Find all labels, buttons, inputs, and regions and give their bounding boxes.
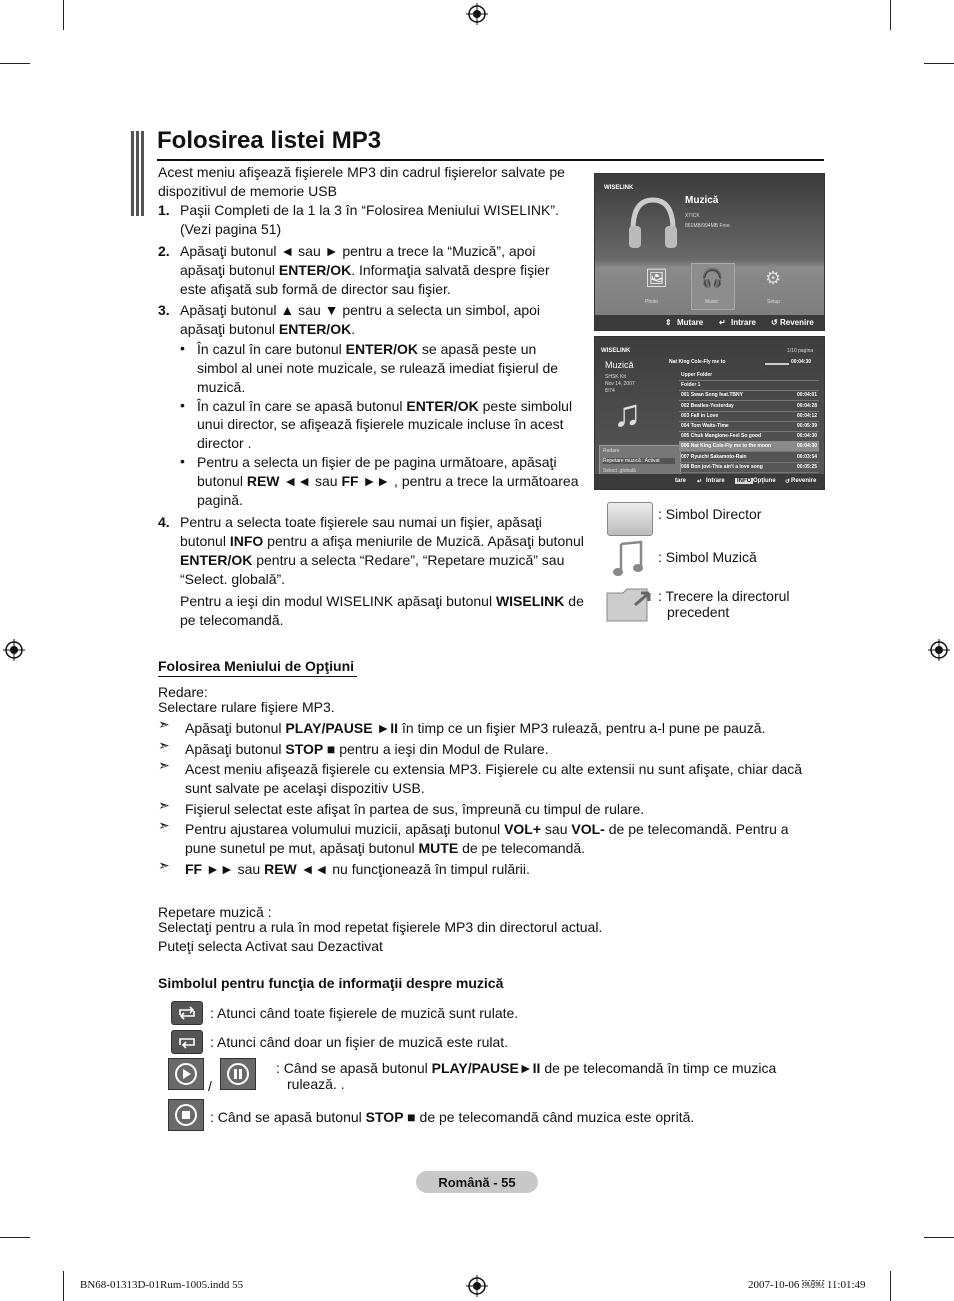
note-text: Apăsaţi butonul STOP ■ pentru a ieşi din Modul de Rulare. [185,741,549,757]
enter-icon: ↵ [719,318,726,327]
stop-icon [168,1099,204,1131]
step-text: Paşii Completi de la 1 la 3 în “Folosirea Meniului WISELINK”. [180,202,559,218]
bar-move: Mutare [677,318,704,327]
headphones-small-icon: 🎧 [701,268,724,288]
step-text: Apăsaţi butonul ▲ sau ▼ pentru a selecta un simbol, apoi [180,302,541,318]
note-arrow-icon: ➣ [158,716,170,732]
crop-mark [0,63,30,64]
option-menu-item[interactable]: Select. globală [603,468,636,474]
wiselink-logo: WISELINK [601,348,631,354]
registration-mark-icon [928,639,950,661]
step-number: 4. [158,514,170,530]
setup-icon[interactable]: ⚙ [765,268,782,288]
step-number: 3. [158,302,170,318]
device-name: XTICK [685,213,700,219]
section-title: Folosirea Meniului de Opţiuni [158,658,355,674]
step-text: Apăsaţi butonul ◄ sau ► pentru a trece la “Muzică”, apoi [180,243,536,259]
note-arrow-icon: ➣ [158,757,170,773]
now-playing: Nat King Cole-Fly me to [669,359,726,365]
bar-option: Opţiune [753,478,776,484]
wiselink-logo: WISELINK [604,185,634,191]
row-name: 007 Ryuichi Sakamoto-Rain [681,453,747,460]
bar-enter: Intrare [706,478,725,484]
option-menu-item[interactable]: Redare [603,448,620,454]
bar-enter: Intrare [731,318,756,327]
bullet-text: pagină. [197,492,243,508]
note-text: pune sunetul pe mut, apăsaţi butonul MUTE de pe telecomandă. [185,840,586,856]
info-play: : Când se apasă butonul PLAY/PAUSE►II de pe telecomandă în timp ce muzica [276,1060,777,1076]
now-playing-time: 00:04:30 [791,359,812,365]
previous-folder-icon [605,583,657,623]
bullet-text: butonul REW ◄◄ sau FF ►► , pentru a trece la următoarea [197,473,579,489]
bullet-text: În cazul în care se apasă butonul ENTER/OK peste simbolul [197,398,573,414]
note-text: Apăsaţi butonul PLAY/PAUSE ►II în timp ce un fişier MP3 rulează, pentru a-l pune pe pauză. [185,720,766,736]
meta-line: SHSK Kit [605,374,626,380]
photo-icon[interactable]: 🖼 [645,268,668,288]
repeat-desc: Selectaţi pentru a rula în mod repetat fişierele MP3 din directorul actual. [158,919,603,935]
step-text: apăsaţi butonul ENTER/OK. [180,321,356,337]
wiselink-main-screen [594,173,825,331]
symbol-previous-label: precedent [667,604,730,620]
row-name: 006 Nat King Cole-Fly me to the moon [681,443,772,450]
section-title: Simbolul pentru funcţia de informaţii despre muzică [158,975,504,991]
crop-mark [924,63,954,64]
row-time: 00:03:54 [796,453,817,460]
step-number: 2. [158,243,170,259]
crop-mark [63,0,64,30]
row-time: 00:04:30 [796,433,817,440]
repeat-all-icon [171,1001,203,1025]
step-text: ENTER/OK pentru a selecta “Redare”, “Repetare muzică” sau [180,552,565,568]
screen-heading: Muzică [605,360,634,370]
crop-mark [890,0,891,30]
note-arrow-icon: ➣ [158,817,170,833]
play-icon [168,1058,204,1090]
crop-mark [924,1237,954,1238]
note-arrow-icon: ➣ [158,857,170,873]
info-repeat-one: : Atunci când doar un fişier de muzică este rulat. [210,1034,509,1050]
row-time: 00:04:30 [796,443,817,450]
meta-line: Nov 14, 2007 [605,381,635,387]
row-name: Upper Folder [681,372,713,378]
note-text: Acest meniu afişează fişierele cu extensia MP3. Fişierele cu alte extensii nu sunt afişate, chiar dacă [185,761,803,777]
registration-mark-icon [466,1275,488,1297]
table-row[interactable] [679,462,819,473]
bullet-text: simbol al unei note muzicale, se rulează imediat fişierul de [197,360,559,376]
menu-item-music[interactable]: Music [705,299,719,305]
step-number: 1. [158,202,170,218]
row-name: Folder 1 [681,382,701,389]
row-time: 00:04:28 [796,402,817,409]
return-icon: ↺ [771,318,778,327]
row-time: 00:04:12 [796,412,817,419]
note-text: Pentru ajustarea volumului muzicii, apăsaţi butonul VOL+ sau VOL- de pe telecomandă. Pentru a [185,821,789,837]
pause-icon [220,1058,256,1090]
registration-mark-icon [3,639,25,661]
symbol-previous-label: : Trecere la directorul [658,588,790,604]
symbol-music-label: : Simbol Muzică [658,549,757,565]
note-text: FF ►► sau REW ◄◄ nu funcţionează în timpul rulării. [185,861,530,877]
music-note-large-icon: ♫ [613,393,642,435]
updown-icon: ⇕ [665,318,672,327]
progress-bar [765,363,789,365]
step-text: este afişată sub formă de director sau fişier. [180,281,451,297]
row-name: 008 Bon jovi-This ain't a love song [681,463,763,470]
info-play: rulează. . [287,1076,345,1092]
exit-note: pe telecomandă. [180,612,284,628]
device-capacity: 861MB/994MB Free [685,223,730,229]
bullet-text: Pentru a selecta un fişier de pe pagina următoare, apăsaţi [197,454,557,470]
step-text: apăsaţi butonul ENTER/OK. Informaţia salvată despre fişier [180,262,550,278]
exit-note: Pentru a ieşi din modul WISELINK apăsaţi butonul WISELINK de [180,593,584,609]
info-stop: : Când se apasă butonul STOP ■ de pe telecomandă când muzica este oprită. [210,1109,695,1125]
page-number: Română - 55 [416,1171,538,1193]
note-text: Fişierul selectat este afişat în partea de sus, împreună cu timpul de rulare. [185,801,645,817]
step-text: (Vezi pagina 51) [180,221,282,237]
row-name: 001 Swan Song feat.TBNY [681,392,743,399]
info-repeat-all: : Atunci când toate fişierele de muzică sunt rulate. [210,1005,519,1021]
music-list-screen [594,336,825,490]
registration-mark-icon [466,3,488,25]
meta-line: 8/74 [605,388,615,394]
bar-move: tare [675,478,687,484]
step-text: Pentru a selecta toate fişierele sau numai un fişier, apăsaţi [180,514,542,530]
intro-text: Acest meniu afişează fişierele MP3 din cadrul fişierelor salvate pe dispozitivul de memorie USB [158,164,565,199]
note-arrow-icon: ➣ [158,797,170,813]
screen-heading: Muzică [685,195,719,206]
headphones-icon [625,194,681,254]
row-name: 004 Tom Waits-Time [681,423,729,429]
row-time: 00:04:01 [796,392,817,399]
row-time: 00:05:39 [796,423,817,429]
step-text: “Select. globală”. [180,571,286,587]
screen-bottom-bar [595,474,824,489]
note-text: sunt salvate pe acelaşi dispozitiv USB. [185,780,425,796]
repeat-options: Puteţi selecta Activat sau Dezactivat [158,938,383,954]
bullet-dot: • [180,340,185,356]
option-menu-item[interactable]: Repetare muzică : Activat [603,458,675,464]
menu-item-photo[interactable]: Photo [645,299,659,305]
repeat-label: Repetare muzică : [158,904,272,920]
bar-info-key: INFO [737,478,752,484]
bullet-dot: • [180,397,185,413]
bar-return: Revenire [791,478,817,484]
enter-icon: ↵ [697,479,703,485]
bar-return: Revenire [780,318,814,327]
footer-date: 2007-10-06 ￼￼ 11:01:49 [748,1279,866,1291]
crop-mark [0,1237,30,1238]
music-note-icon [613,540,643,578]
bullet-text: director . [197,435,252,451]
redare-label: Redare: [158,684,208,700]
bullet-text: muzică. [197,379,246,395]
step-text: butonul INFO pentru a afişa meniurile de Muzică. Apăsaţi butonul [180,533,584,549]
row-name: 003 Fall in Love [681,412,719,419]
bullet-text: unui director, se afişează fişierele muzicale incluse în acest [197,416,564,432]
return-icon: ↺ [785,479,791,485]
screen-bottom-bar [595,315,824,330]
footer-file: BN68-01313D-01Rum-1005.indd 55 [80,1279,244,1291]
bullet-text: În cazul în care butonul ENTER/OK se apasă peste un [197,341,537,357]
crop-mark [63,1271,64,1301]
crop-mark [890,1271,891,1301]
slash: / [208,1078,212,1094]
title-decoration [131,131,146,216]
symbol-director-label: : Simbol Director [658,506,762,522]
folder-icon [607,502,653,536]
title-rule [157,159,824,161]
bullet-dot: • [180,453,185,469]
note-arrow-icon: ➣ [158,737,170,753]
row-time: 00:05:25 [796,463,817,470]
row-name: 002 Beatles-Yesterday [681,402,734,409]
repeat-one-icon [171,1030,203,1054]
page-indicator: 1/10 pagina [787,348,814,354]
redare-desc: Selectare rulare fişiere MP3. [158,699,335,715]
row-name: 005 Chuk Mangione-Feel So good [681,433,762,440]
menu-item-setup[interactable]: Setup [767,299,781,305]
page-title: Folosirea listei MP3 [157,127,382,154]
section-underline [158,676,357,677]
